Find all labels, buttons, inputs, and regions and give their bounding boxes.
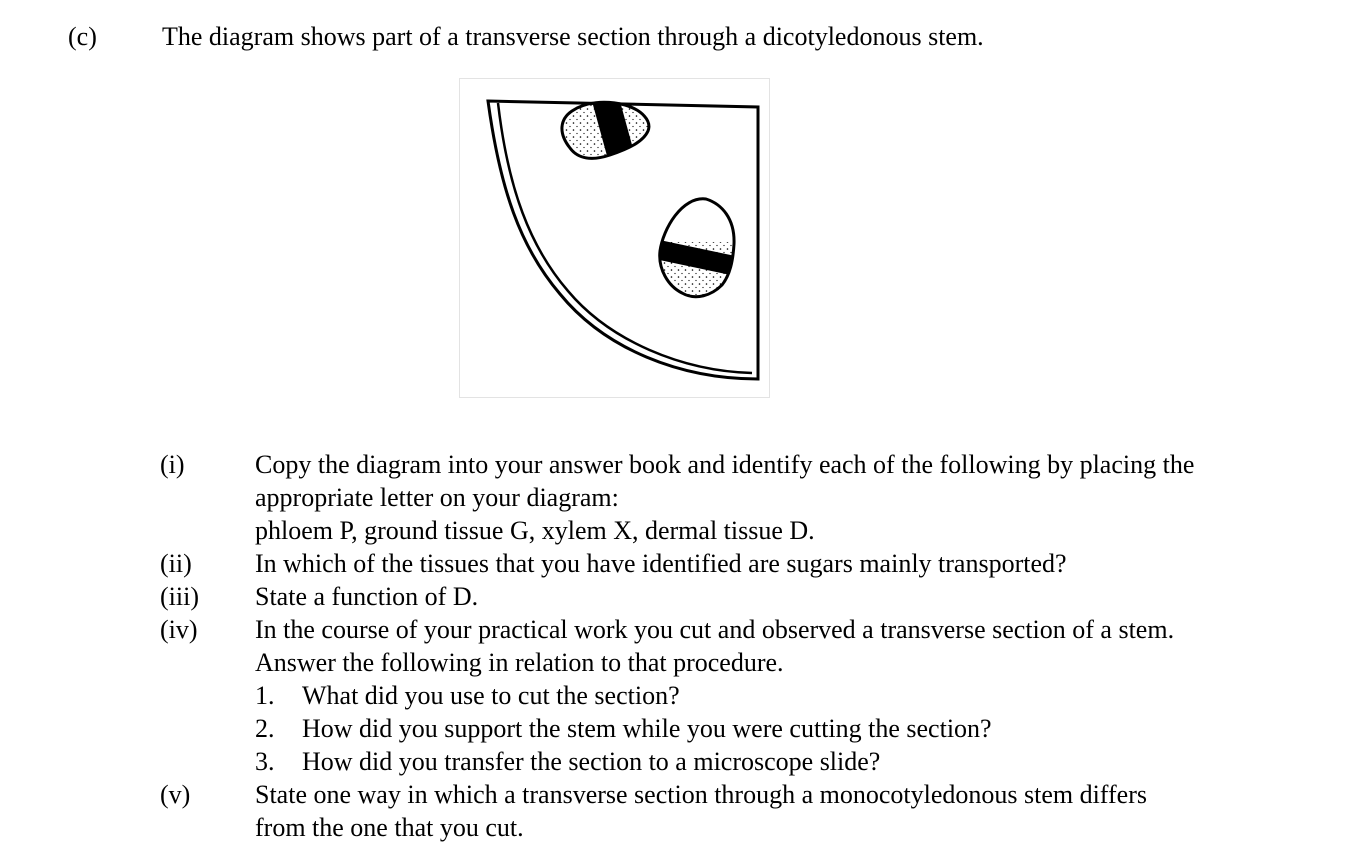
question-text-line: appropriate letter on your diagram: (255, 483, 619, 512)
question-text-line: Copy the diagram into your answer book and identify each of the following by placing the (255, 450, 1195, 479)
question-number: (v) (160, 780, 191, 809)
question-text-line: In the course of your practical work you cut and observed a transverse section of a stem. (255, 615, 1175, 644)
question-number: (iv) (160, 615, 198, 644)
question-number: (iii) (160, 582, 199, 611)
question-text-line: phloem P, ground tissue G, xylem X, dermal tissue D. (255, 516, 815, 545)
subitem-text: How did you support the stem while you were cutting the section? (302, 714, 992, 743)
subitem-text: What did you use to cut the section? (302, 681, 680, 710)
part-intro: The diagram shows part of a transverse section through a dicotyledonous stem. (162, 22, 984, 51)
question-text-line: Answer the following in relation to that procedure. (255, 648, 784, 677)
subitem-number: 2. (255, 714, 275, 743)
question-text-line: State a function of D. (255, 582, 479, 611)
vascular-bundle-upper (550, 94, 660, 174)
subitem-number: 3. (255, 747, 275, 776)
subitem-text: How did you transfer the section to a microscope slide? (302, 747, 881, 776)
question-text-line: State one way in which a transverse section through a monocotyledonous stem differs (255, 780, 1147, 809)
question-text-line: from the one that you cut. (255, 813, 524, 842)
question-number: (ii) (160, 549, 192, 578)
question-number: (i) (160, 450, 185, 479)
stem-section-diagram (459, 78, 770, 398)
vascular-bundle-lower (655, 194, 740, 304)
subitem-number: 1. (255, 681, 275, 710)
question-text-line: In which of the tissues that you have identified are sugars mainly transported? (255, 549, 1067, 578)
part-label: (c) (68, 22, 97, 51)
